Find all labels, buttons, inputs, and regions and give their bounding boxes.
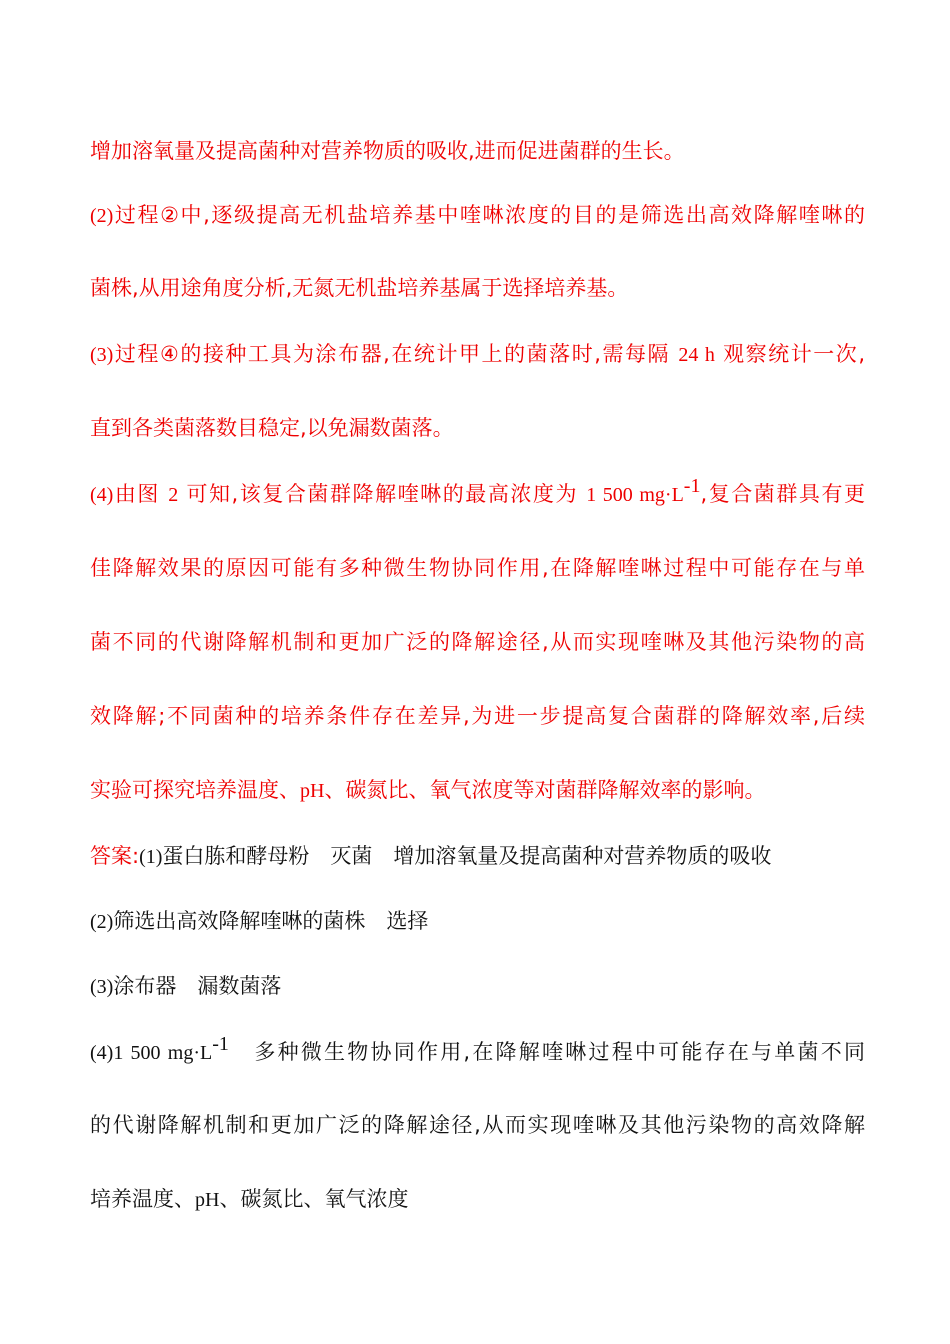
text-span: 菌株,从用途角度分析,无氮无机盐培养基属于选择培养基。 bbox=[90, 276, 629, 300]
text-span: 增加溶氧量及提高菌种对营养物质的吸收,进而促进菌群的生长。 bbox=[90, 139, 685, 163]
answer-line-2 bbox=[90, 907, 865, 936]
explanation-p4-line-2 bbox=[90, 554, 865, 582]
explanation-p4-line-5 bbox=[90, 776, 865, 805]
text-span: 、碳氮比、氧气浓度 bbox=[219, 1187, 409, 1211]
text-span: 培养温度、 bbox=[90, 1187, 195, 1211]
explanation-line-1 bbox=[90, 137, 865, 165]
item-number: (1) bbox=[139, 846, 163, 868]
explanation-p4-line-4 bbox=[90, 702, 865, 730]
text-span: 直到各类菌落数目稳定,以免漏数菌落。 bbox=[90, 416, 454, 440]
answer-label: 答案: bbox=[90, 844, 140, 868]
answer-line-1 bbox=[90, 842, 865, 871]
text-span: 由图 bbox=[113, 482, 169, 506]
answer-line-4 bbox=[90, 1033, 865, 1067]
item-number: (3) bbox=[90, 344, 114, 366]
text-span: 蛋白胨和酵母粉 灭菌 增加溶氧量及提高菌种对营养物质的吸收 bbox=[162, 844, 772, 868]
answer-line-6 bbox=[90, 1185, 865, 1214]
text-span: 的代谢降解机制和更加广泛的降解途径,从而实现喹啉及其他污染物的高效降解 bbox=[90, 1113, 865, 1137]
text-span: 多种微生物协同作用,在降解喹啉过程中可能存在与单菌不同 bbox=[228, 1040, 865, 1064]
text-span: 筛选出高效降解喹啉的菌株 选择 bbox=[113, 909, 429, 933]
item-number: (2) bbox=[90, 205, 114, 227]
answer-line-5 bbox=[90, 1111, 865, 1139]
explanation-p3-line-1 bbox=[90, 340, 865, 369]
unit-exponent: -1 bbox=[212, 1033, 229, 1055]
explanation-p2-line-2 bbox=[90, 274, 865, 302]
ph-text: pH bbox=[195, 1189, 220, 1211]
time-value: 24 h bbox=[678, 344, 715, 366]
concentration-value: 1 500 mg·L bbox=[586, 484, 684, 506]
unit-exponent: -1 bbox=[683, 475, 701, 497]
text-span: 佳降解效果的原因可能有多种微生物协同作用,在降解喹啉过程中可能存在与单 bbox=[90, 556, 865, 580]
text-span: 过程④的接种工具为涂布器,在统计甲上的菌落时,需每隔 bbox=[113, 342, 679, 366]
concentration-value: 1 500 mg·L bbox=[113, 1042, 213, 1064]
answer-line-3 bbox=[90, 972, 865, 1001]
explanation-p3-line-2 bbox=[90, 414, 865, 442]
text-span: 效降解;不同菌种的培养条件存在差异,为进一步提高复合菌群的降解效率,后续 bbox=[90, 704, 865, 728]
figure-number: 2 bbox=[168, 484, 179, 506]
text-span: ,复合菌群具有更 bbox=[700, 482, 865, 506]
item-number: (3) bbox=[90, 976, 114, 998]
text-span: 涂布器 漏数菌落 bbox=[113, 974, 282, 998]
text-span: 、碳氮比、氧气浓度等对菌群降解效率的影响。 bbox=[324, 778, 766, 802]
explanation-p2-line-1 bbox=[90, 201, 865, 230]
text-span: 可知,该复合菌群降解喹啉的最高浓度为 bbox=[178, 482, 587, 506]
text-span: 过程②中,逐级提高无机盐培养基中喹啉浓度的目的是筛选出高效降解喹啉的 bbox=[113, 203, 865, 227]
explanation-p4-line-1 bbox=[90, 475, 865, 509]
item-number: (4) bbox=[90, 1042, 114, 1064]
ph-text: pH bbox=[300, 780, 325, 802]
text-span: 实验可探究培养温度、 bbox=[90, 778, 300, 802]
item-number: (4) bbox=[90, 484, 114, 506]
text-span: 菌不同的代谢降解机制和更加广泛的降解途径,从而实现喹啉及其他污染物的高 bbox=[90, 630, 865, 654]
text-span: 观察统计一次, bbox=[714, 342, 865, 366]
item-number: (2) bbox=[90, 911, 114, 933]
explanation-p4-line-3 bbox=[90, 628, 865, 656]
